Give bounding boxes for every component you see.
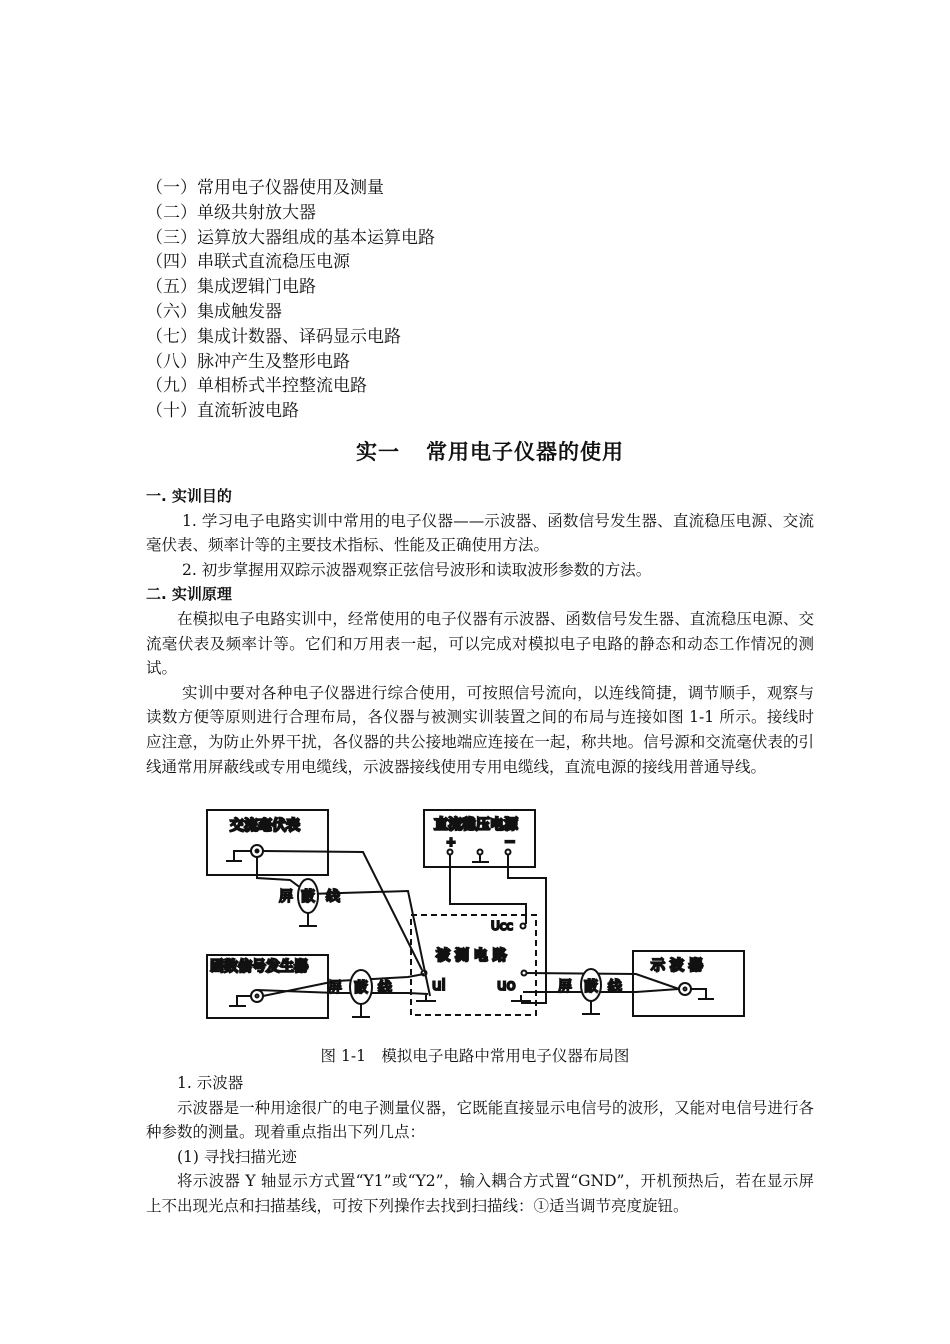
dut-label: 被 测 电 路 bbox=[436, 948, 507, 964]
sub-heading: (1) 寻找扫描光迹 bbox=[177, 1147, 297, 1166]
list-item: （三）运算放大器组成的基本运算电路 bbox=[146, 227, 435, 248]
section-heading: 一. 实训目的 bbox=[146, 487, 232, 505]
paragraph: 在模拟电子电路实训中，经常使用的电子仪器有示波器、函数信号发生器、直流稳压电源、交流毫伏表及频率计等。它们和万用表一起，可以完成对模拟电子电路的静态和动态工作情况的测试。 bbox=[146, 609, 814, 678]
chapter-name: 常用电子仪器的使用 bbox=[426, 440, 624, 464]
list-item: （二）单级共射放大器 bbox=[146, 202, 316, 223]
dc-supply-label: 直流稳压电源 bbox=[434, 817, 518, 833]
list-item: （十）直流斩波电路 bbox=[146, 401, 299, 422]
millivoltmeter-label: 交流毫伏表 bbox=[230, 818, 300, 834]
list-item: （八）脉冲产生及整形电路 bbox=[146, 351, 350, 372]
list-item: （一）常用电子仪器使用及测量 bbox=[146, 178, 384, 198]
shield-label-2a: 屏 bbox=[328, 980, 342, 996]
shield-label-3c: 线 bbox=[608, 979, 622, 995]
paragraph: 2. 初步掌握用双踪示波器观察正弦信号波形和读取波形参数的方法。 bbox=[182, 560, 652, 579]
shield-label-3a: 屏 bbox=[558, 979, 572, 995]
section-purpose bbox=[146, 484, 814, 779]
plus-terminal-label: + bbox=[446, 835, 457, 849]
figure-caption: 图 1-1 模拟电子电路中常用电子仪器布局图 bbox=[320, 1047, 630, 1065]
list-item: （七）集成计数器、译码显示电路 bbox=[146, 326, 401, 347]
shield-label-1c: 线 bbox=[326, 889, 340, 905]
shield-label-2b: 蔽 bbox=[354, 980, 368, 996]
list-item: （四）串联式直流稳压电源 bbox=[146, 252, 350, 273]
ui-label: ui bbox=[432, 976, 446, 994]
paragraph: 将示波器 Y 轴显示方式置“Y1”或“Y2”，输入耦合方式置“GND”，开机预热后，若在显示屏上不出现光点和扫描基线，可按下列操作去找到扫描线：①适当调节亮度旋钮。 bbox=[146, 1172, 814, 1215]
minus-terminal-label: − bbox=[504, 834, 516, 850]
uo-label: uo bbox=[497, 976, 516, 994]
paragraph: 1. 学习电子电路实训中常用的电子仪器——示波器、函数信号发生器、直流稳压电源、交流毫伏表、频率计等的主要技术指标、性能及正确使用方法。 bbox=[146, 511, 814, 555]
instrument-layout-diagram bbox=[196, 798, 756, 1030]
section-oscilloscope bbox=[146, 1071, 814, 1219]
section-heading: 二. 实训原理 bbox=[146, 585, 232, 604]
shield-label-1b: 蔽 bbox=[301, 889, 315, 905]
shield-label-3b: 蔽 bbox=[584, 979, 598, 995]
function-generator-label: 函数信号发生器 bbox=[210, 959, 308, 975]
experiment-list bbox=[146, 176, 435, 424]
paragraph: 示波器是一种用途很广的电子测量仪器，它既能直接显示电信号的波形，又能对电信号进行各种参数的测量。现着重点指出下列几点： bbox=[146, 1098, 814, 1142]
list-item: （五）集成逻辑门电路 bbox=[146, 277, 316, 298]
oscilloscope-label: 示 波 器 bbox=[651, 958, 703, 974]
shield-label-1a: 屏 bbox=[279, 889, 293, 905]
list-item: （六）集成触发器 bbox=[146, 301, 282, 322]
ucc-label: Ucc bbox=[491, 919, 513, 933]
shield-label-2c: 线 bbox=[378, 980, 392, 996]
list-item: （九）单相桥式半控整流电路 bbox=[146, 376, 367, 397]
chapter-title bbox=[0, 436, 950, 466]
paragraph: 实训中要对各种电子仪器进行综合使用，可按照信号流向，以连线简捷，调节顺手，观察与读数方便等原则进行合理布局，各仪器与被测实训装置之间的布局与连接如图 1-1 所示。接线时应注意，为防止外界干扰，各仪器的共公接地端应连接在一起，称共地。信号源和交流毫伏表的引线通常用屏蔽线或专用电缆线，示波器接线使用专用电缆线，直流电源的接线用普通导线。 bbox=[146, 683, 814, 776]
chapter-number: 实一 bbox=[356, 440, 400, 464]
subsection-heading: 1. 示波器 bbox=[177, 1074, 244, 1092]
